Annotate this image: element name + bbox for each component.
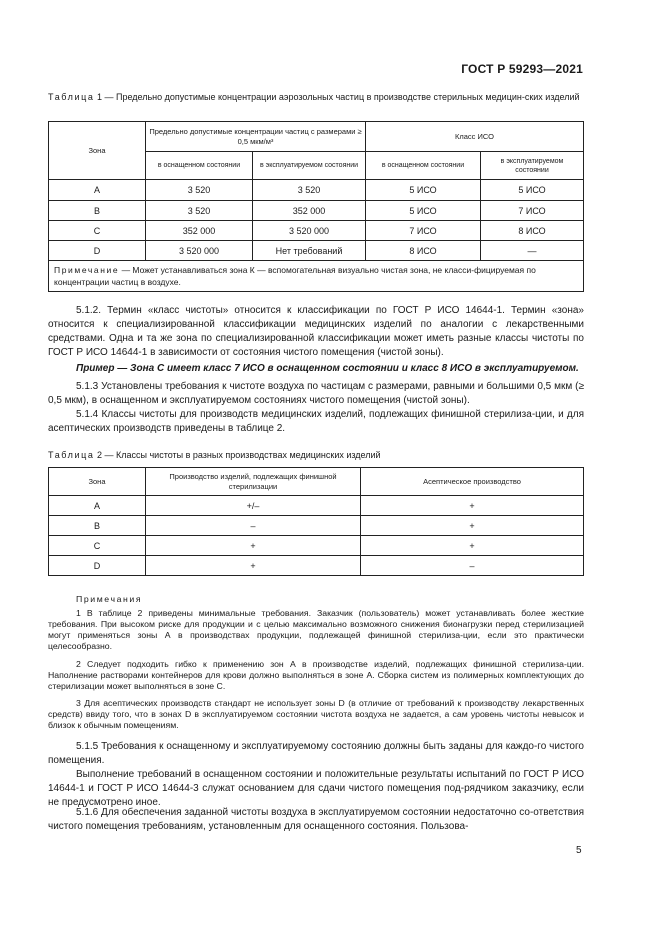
table1-note: [49, 261, 584, 292]
t1-sub-operational: в эксплуатируемом состоянии: [253, 152, 366, 180]
table1-caption: [48, 92, 584, 103]
cell: 5 ИСО: [366, 201, 481, 221]
notes-title-text: Примечания: [76, 594, 143, 604]
table1-caption-text: 1 — Предельно допустимые концентрации аэрозольных частиц в производстве стерильных медицин-ских изделий: [94, 92, 580, 102]
table-row: [49, 556, 584, 576]
cell: –: [146, 516, 361, 536]
table1: [48, 121, 584, 292]
t1-col-iso-class: Класс ИСО: [366, 122, 584, 152]
paragraph-5-1-5: 5.1.5 Требования к оснащенному и эксплуатируемому состоянию должны быть заданы для каждо-го чистого помещения.: [48, 741, 584, 766]
example-text: Пример — Зона С имеет класс 7 ИСО в оснащенном состоянии и класс 8 ИСО в эксплуатируемом.: [76, 363, 579, 374]
cell: +: [361, 536, 584, 556]
table-row: [49, 241, 584, 261]
note-1: 1 В таблице 2 приведены минимальные требования. Заказчик (пользователь) может устанавливать более жесткие требования. При высоком риске для продукции и с целью максимально возможного снижения бионагрузки перед стерилизацией могут применяться зоны А в производствах продукции, подлежащей финишной стерилиза-ции, если это практически целесообразно.: [48, 608, 584, 651]
page-number: 5: [576, 845, 582, 856]
cell: —: [481, 241, 584, 261]
cell: B: [49, 201, 146, 221]
cell: 8 ИСО: [481, 221, 584, 241]
table-row: [49, 516, 584, 536]
cell: –: [361, 556, 584, 576]
cell: A: [49, 496, 146, 516]
note-3: 3 Для асептических производств стандарт не использует зоны D (в отличие от требований к производству лекарственных средств) ввиду того, что в зонах D в эксплуатируемом состоянии чистота воздуха не задается, а сам уровень чистоты невысок и близок к обычным помещениям.: [48, 698, 584, 730]
cell: +/–: [146, 496, 361, 516]
paragraph-5-1-6: 5.1.6 Для обеспечения заданной чистоты воздуха в эксплуатируемом состоянии недостаточно со-ответствия чистого помещения требованиям, установленным для оснащенного состояния. Пользова-: [48, 807, 584, 832]
table1-note-text: — Может устанавливаться зона К — вспомогательная визуально чистая зона, не класси-фицируемая по концентрации частиц в воздухе.: [54, 265, 536, 287]
cell: A: [49, 180, 146, 201]
cell: +: [361, 496, 584, 516]
t1-col-zone: Зона: [49, 122, 146, 180]
table1-note-label: Примечание: [54, 265, 120, 275]
notes-title: [48, 594, 584, 605]
cell: 7 ИСО: [366, 221, 481, 241]
t2-col-zone: Зона: [49, 468, 146, 496]
table2-caption-label: Таблица: [48, 450, 95, 460]
table-row: [49, 221, 584, 241]
table-row: [49, 201, 584, 221]
cell: D: [49, 556, 146, 576]
cell: 3 520 000: [146, 241, 253, 261]
cell: 5 ИСО: [366, 180, 481, 201]
table-row: [49, 536, 584, 556]
t1-sub-equipped-iso: в оснащенном состоянии: [366, 152, 481, 180]
cell: B: [49, 516, 146, 536]
cell: Нет требований: [253, 241, 366, 261]
cell: 3 520 000: [253, 221, 366, 241]
cell: C: [49, 536, 146, 556]
paragraph-5-1-4: 5.1.4 Классы чистоты для производств медицинских изделий, подлежащих финишной стерилиза-ции, и для асептических производств приведены в таблице 2.: [48, 409, 584, 434]
table2-caption-text: 2 — Классы чистоты в разных производствах медицинских изделий: [94, 450, 381, 460]
table-row: [49, 180, 584, 201]
cell: D: [49, 241, 146, 261]
cell: 8 ИСО: [366, 241, 481, 261]
table-row: [49, 496, 584, 516]
paragraph-5-1-2: 5.1.2. Термин «класс чистоты» относится к классификации по ГОСТ Р ИСО 14644-1. Термин «зона» относится к специализированной классификации медицинских изделий по аналогии с лекарственными средствами. Одна и та же зона по специализированной классификации может иметь разные классы чистоты по ГОСТ Р ИСО 14644-1 в зависимости от состояния чистого помещения (чистой зоны).: [48, 305, 584, 358]
cell: 3 520: [146, 180, 253, 201]
standard-id: ГОСТ Р 59293—2021: [461, 62, 583, 76]
t1-col-concentration: Предельно допустимые концентрации частиц с размерами ≥ 0,5 мкм/м³: [146, 122, 366, 152]
cell: 352 000: [253, 201, 366, 221]
cell: +: [146, 536, 361, 556]
cell: 3 520: [146, 201, 253, 221]
cell: 352 000: [146, 221, 253, 241]
cell: 3 520: [253, 180, 366, 201]
paragraph-5-1-5b: Выполнение требований в оснащенном состоянии и положительные результаты испытаний по ГОСТ Р ИСО 14644-1 и ГОСТ Р ИСО 14644-3 служат основанием для сдачи чистого помещения под-рядчиком заказчику, если не предусмотрено иное.: [48, 769, 584, 808]
cell: +: [361, 516, 584, 536]
t1-sub-operational-iso: в эксплуатируемом состоянии: [481, 152, 584, 180]
cell: 7 ИСО: [481, 201, 584, 221]
cell: C: [49, 221, 146, 241]
cell: 5 ИСО: [481, 180, 584, 201]
note-2: 2 Следует подходить гибко к применению зон А в производстве изделий, подлежащих финишной стерилиза-ции. Наполнение растворами контейнеров для крови должно выполняться в зоне А. Сборка систем из полимерных комплектующих до стерилизации может выполняться в зоне С.: [48, 659, 584, 691]
paragraph-5-1-3: 5.1.3 Установлены требования к чистоте воздуха по частицам с размерами, равными и большими 0,5 мкм (≥ 0,5 мкм), в оснащенном и эксплуатируемом состояниях чистого помещения (чистой зоны).: [48, 381, 584, 406]
t1-sub-equipped: в оснащенном состоянии: [146, 152, 253, 180]
table2-caption: [48, 450, 584, 461]
t2-col-aseptic: Асептическое производство: [361, 468, 584, 496]
table2: [48, 467, 584, 576]
table1-caption-label: Таблица: [48, 92, 95, 102]
cell: +: [146, 556, 361, 576]
t2-col-terminal-sterilization: Производство изделий, подлежащих финишной стерилизации: [146, 468, 361, 496]
